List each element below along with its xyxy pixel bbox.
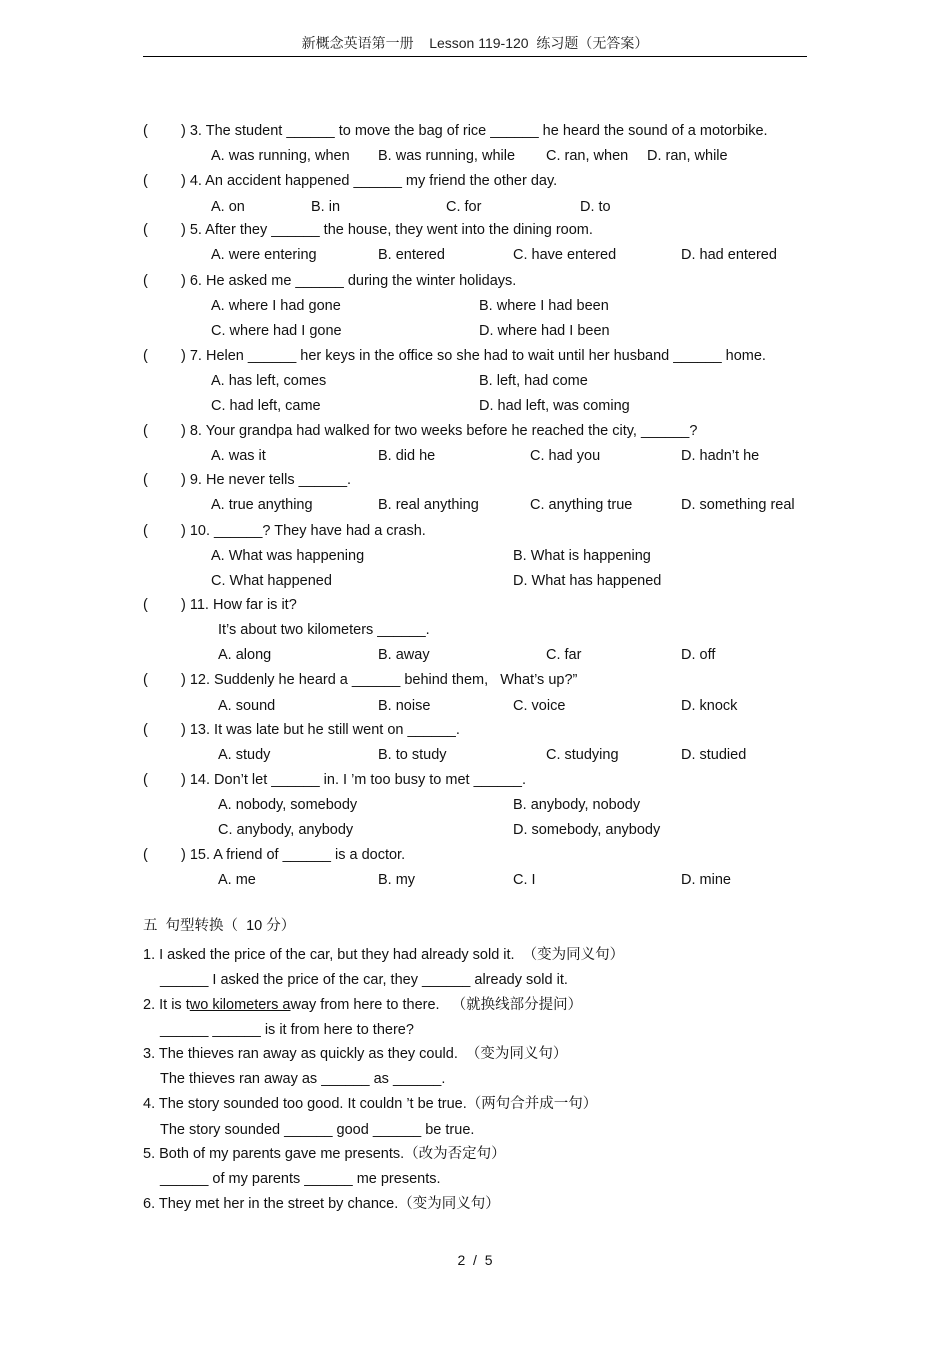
option-b: B. in xyxy=(311,199,341,215)
transform-question: 5. Both of my parents gave me presents.（改为否定句） xyxy=(143,1146,506,1162)
option-a: A. was it xyxy=(211,448,266,464)
option-a: A. What was happening xyxy=(211,548,365,564)
transform-answer: ______ ______ is it from here to there? xyxy=(160,1022,414,1038)
question-stem: ) 15. A friend of ______ is a doctor. xyxy=(181,847,406,863)
page-number: 2 / 5 xyxy=(457,1252,493,1268)
answer-paren: ( xyxy=(143,123,148,139)
underlined-part: wo kilometers a xyxy=(189,997,291,1013)
question-stem: ) 8. Your grandpa had walked for two weeks before he reached the city, ______? xyxy=(181,423,698,439)
page-header: 新概念英语第一册 Lesson 119-120 练习题（无答案） xyxy=(143,33,807,57)
question-text-pre: 2. It is t xyxy=(143,997,190,1013)
option-c: C. had left, came xyxy=(211,398,321,414)
transform-question: 1. I asked the price of the car, but they had already sold it. （变为同义句） xyxy=(143,947,625,963)
option-d: D. What has happened xyxy=(513,573,662,589)
option-d: D. studied xyxy=(681,747,747,763)
option-c: C. ran, when xyxy=(546,148,629,164)
option-a: A. true anything xyxy=(211,497,313,513)
question-stem: ) 7. Helen ______ her keys in the office so she had to wait until her husband ______ home. xyxy=(181,348,766,364)
option-c: C. where had I gone xyxy=(211,323,342,339)
option-a: A. has left, comes xyxy=(211,373,327,389)
option-d: D. had left, was coming xyxy=(479,398,630,414)
option-a: A. on xyxy=(211,199,245,215)
option-d: D. something real xyxy=(681,497,795,513)
question-stem: ) 13. It was late but he still went on ______. xyxy=(181,722,460,738)
option-b: B. What is happening xyxy=(513,548,651,564)
option-b: B. where I had been xyxy=(479,298,609,314)
answer-paren: ( xyxy=(143,472,148,488)
answer-paren: ( xyxy=(143,672,148,688)
answer-paren: ( xyxy=(143,173,148,189)
question-stem: ) 3. The student ______ to move the bag of rice ______ he heard the sound of a motorbike. xyxy=(181,123,768,139)
option-c: C. far xyxy=(546,647,582,663)
answer-paren: ( xyxy=(143,348,148,364)
transform-answer: ______ I asked the price of the car, they ______ already sold it. xyxy=(160,972,568,988)
question-stem: ) 10. ______? They have had a crash. xyxy=(181,523,426,539)
option-c: C. anybody, anybody xyxy=(218,822,354,838)
question-stem: ) 5. After they ______ the house, they went into the dining room. xyxy=(181,222,593,238)
option-b: B. noise xyxy=(378,698,431,714)
option-b: B. did he xyxy=(378,448,436,464)
answer-paren: ( xyxy=(143,273,148,289)
option-d: D. knock xyxy=(681,698,738,714)
question-stem: ) 14. Don’t let ______ in. I ’m too busy to met ______. xyxy=(181,772,526,788)
option-b: B. anybody, nobody xyxy=(513,797,641,813)
option-a: A. was running, when xyxy=(211,148,350,164)
option-d: D. off xyxy=(681,647,716,663)
option-b: B. away xyxy=(378,647,430,663)
question-stem: ) 6. He asked me ______ during the winter holidays. xyxy=(181,273,517,289)
transform-question: 6. They met her in the street by chance.（变为同义句） xyxy=(143,1196,500,1212)
option-a: A. were entering xyxy=(211,247,317,263)
option-c: C. have entered xyxy=(513,247,617,263)
option-c: C. for xyxy=(446,199,482,215)
option-b: B. my xyxy=(378,872,416,888)
option-c: C. anything true xyxy=(530,497,633,513)
question-stem: ) 11. How far is it? xyxy=(181,597,297,613)
answer-paren: ( xyxy=(143,722,148,738)
answer-paren: ( xyxy=(143,772,148,788)
transform-answer: ______ of my parents ______ me presents. xyxy=(160,1171,441,1187)
question-extra: It’s about two kilometers ______. xyxy=(218,622,430,638)
question-stem: ) 12. Suddenly he heard a ______ behind them, What’s up?” xyxy=(181,672,578,688)
transform-question: 4. The story sounded too good. It couldn ’t be true.（两句合并成一句） xyxy=(143,1096,598,1112)
option-b: B. to study xyxy=(378,747,447,763)
answer-paren: ( xyxy=(143,222,148,238)
question-stem: ) 9. He never tells ______. xyxy=(181,472,352,488)
option-b: B. left, had come xyxy=(479,373,588,389)
option-b: B. was running, while xyxy=(378,148,516,164)
transform-answer: The story sounded ______ good ______ be true. xyxy=(160,1122,475,1138)
answer-paren: ( xyxy=(143,523,148,539)
option-a: A. sound xyxy=(218,698,276,714)
option-c: C. had you xyxy=(530,448,601,464)
option-a: A. along xyxy=(218,647,272,663)
transform-question: 3. The thieves ran away as quickly as they could. （变为同义句） xyxy=(143,1046,568,1062)
option-d: D. had entered xyxy=(681,247,777,263)
option-c: C. What happened xyxy=(211,573,332,589)
answer-paren: ( xyxy=(143,847,148,863)
option-b: B. entered xyxy=(378,247,445,263)
option-d: D. mine xyxy=(681,872,731,888)
option-d: D. hadn’t he xyxy=(681,448,760,464)
option-a: A. study xyxy=(218,747,271,763)
option-d: D. ran, while xyxy=(647,148,728,164)
option-c: C. studying xyxy=(546,747,619,763)
option-d: D. to xyxy=(580,199,611,215)
section-title: 五 句型转换（ 10 分） xyxy=(143,918,296,934)
option-d: D. where had I been xyxy=(479,323,610,339)
transform-question xyxy=(143,996,582,1014)
option-c: C. voice xyxy=(513,698,566,714)
question-text-post: way from here to there. （就换线部分提问） xyxy=(290,997,583,1013)
option-b: B. real anything xyxy=(378,497,479,513)
answer-paren: ( xyxy=(143,597,148,613)
question-stem: ) 4. An accident happened ______ my friend the other day. xyxy=(181,173,558,189)
option-c: C. I xyxy=(513,872,536,888)
option-a: A. nobody, somebody xyxy=(218,797,358,813)
answer-paren: ( xyxy=(143,423,148,439)
option-a: A. me xyxy=(218,872,256,888)
option-d: D. somebody, anybody xyxy=(513,822,661,838)
option-a: A. where I had gone xyxy=(211,298,341,314)
transform-answer: The thieves ran away as ______ as ______. xyxy=(160,1071,446,1087)
